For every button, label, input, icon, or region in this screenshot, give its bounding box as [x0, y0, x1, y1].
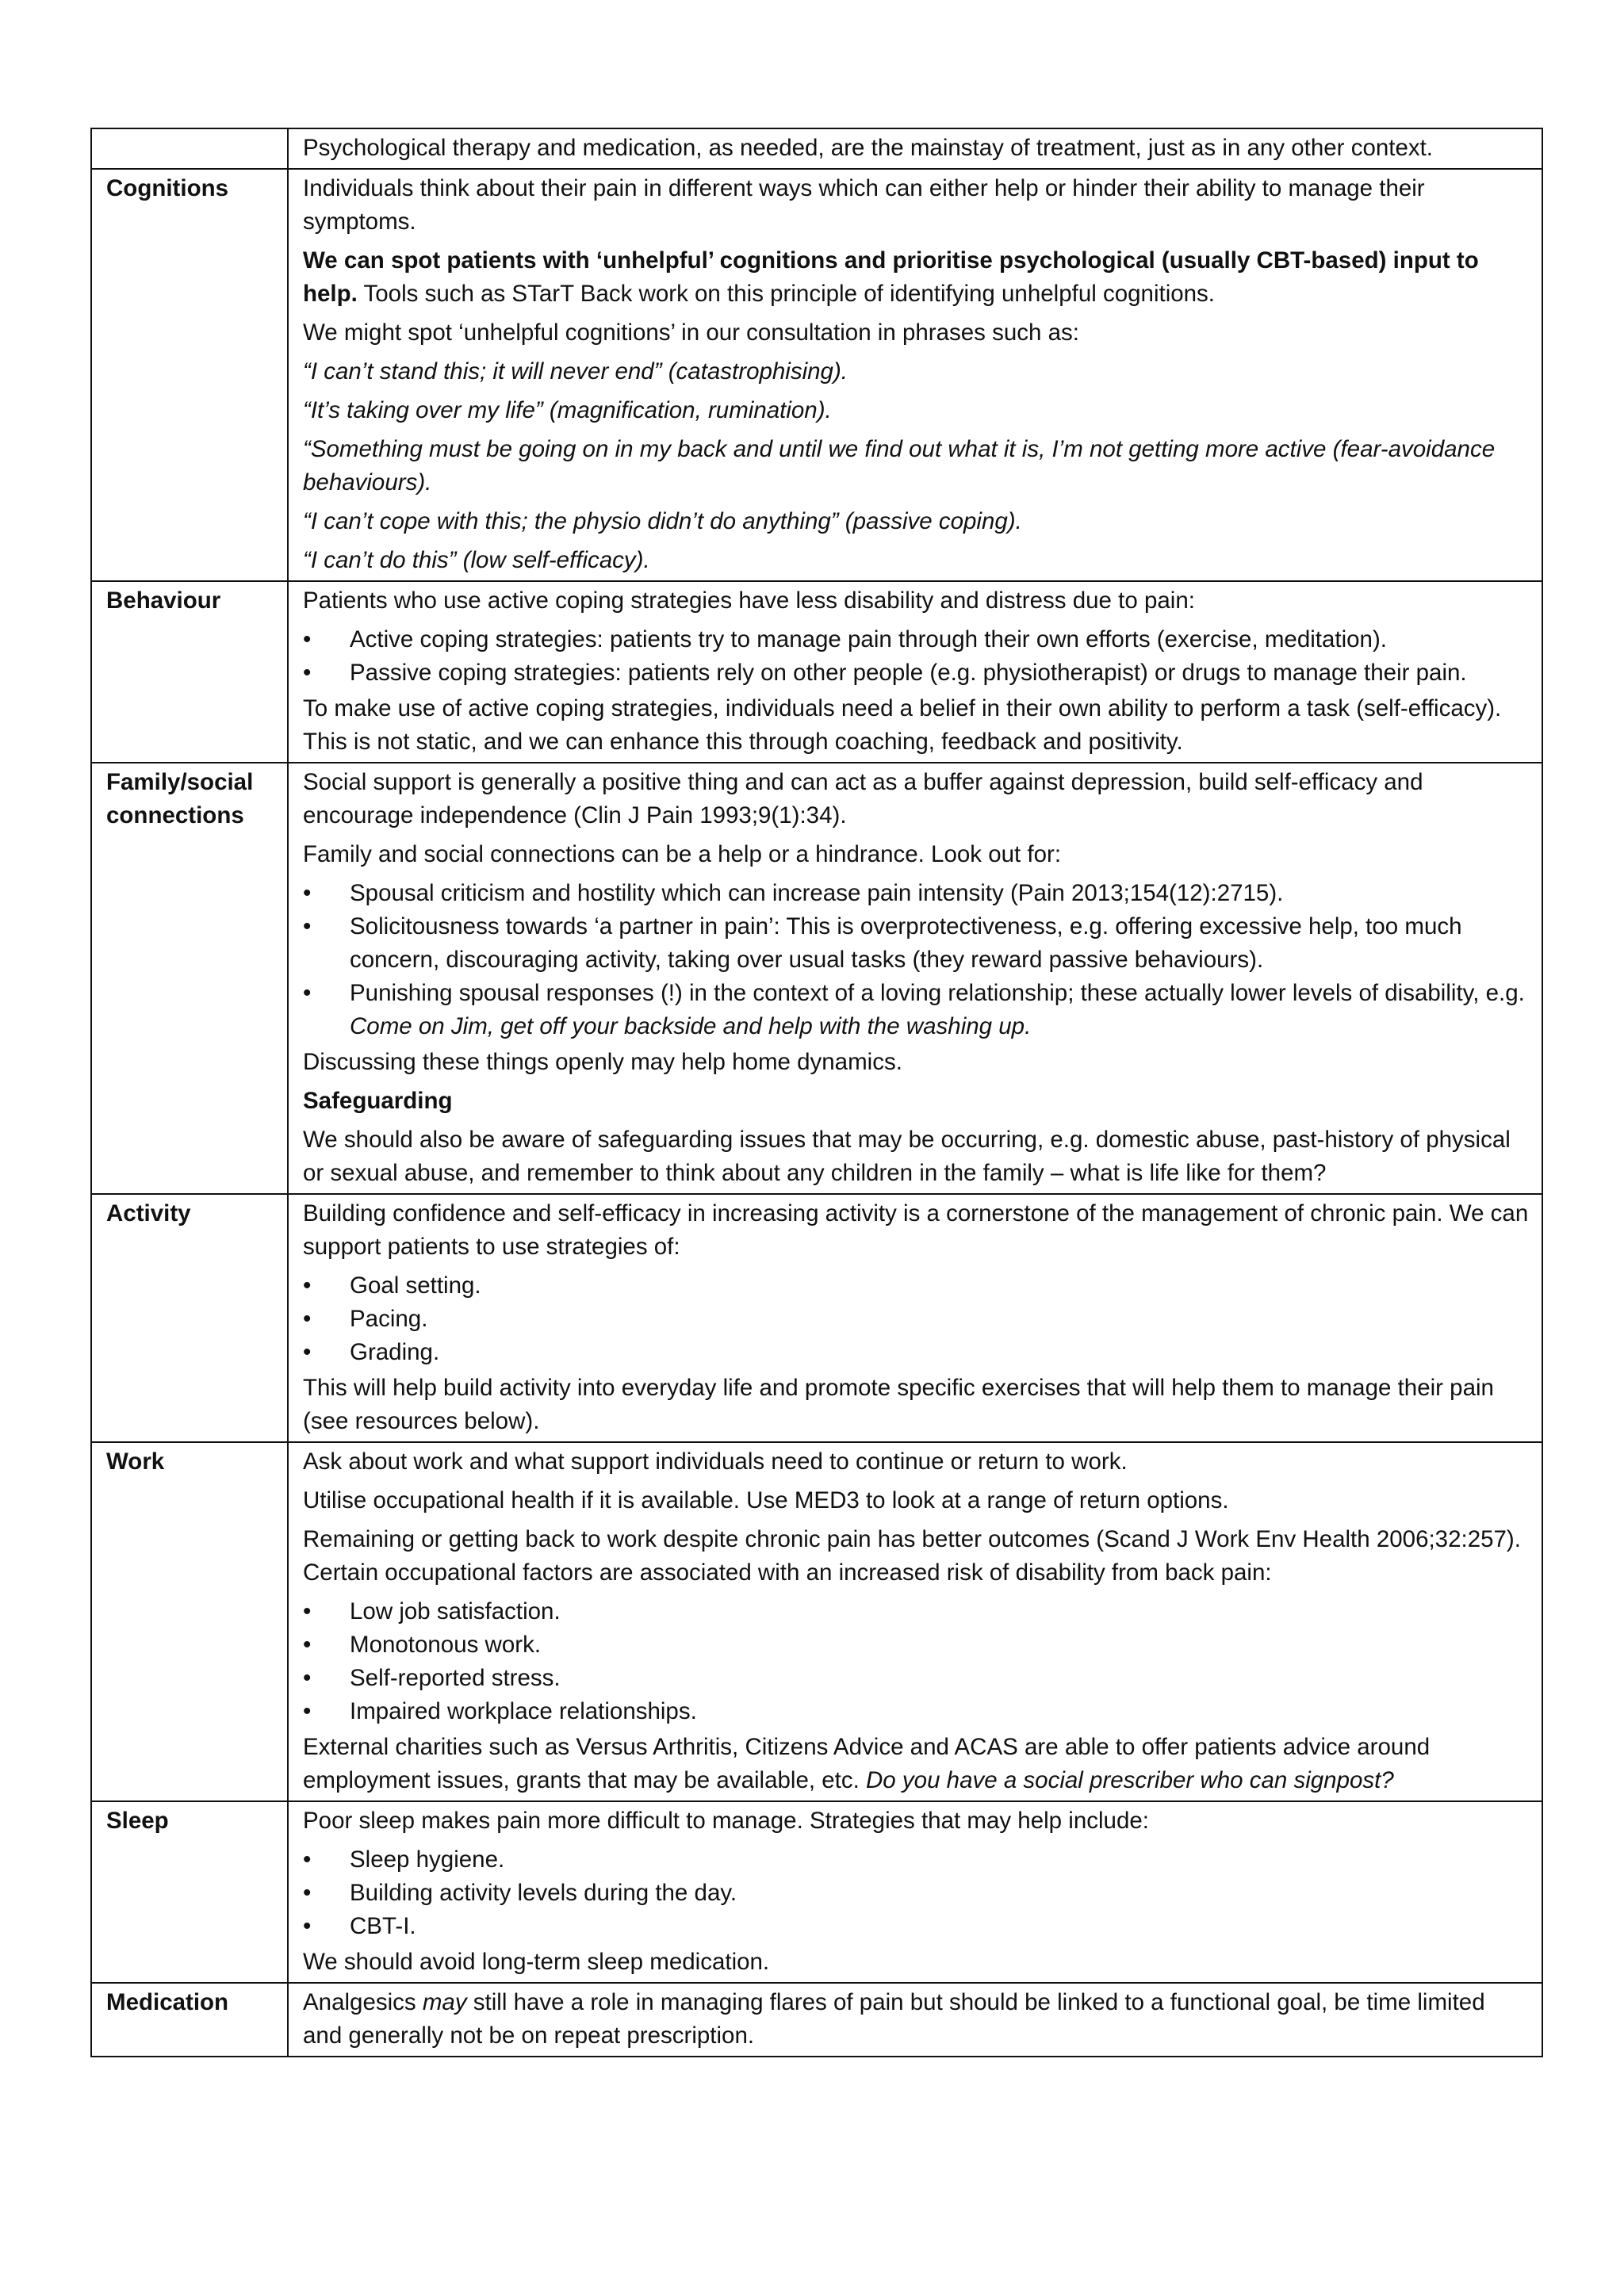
paragraph	[303, 1731, 1529, 1797]
paragraph: Family and social connections can be a help or a hindrance. Look out for:	[303, 841, 1062, 867]
bullet-text: Self-reported stress.	[350, 1665, 561, 1691]
bullet-icon: •	[303, 980, 312, 1006]
bullet-text: Pacing.	[350, 1306, 428, 1332]
row-label: Work	[91, 1442, 288, 1801]
bullet-list	[303, 1269, 1529, 1369]
paragraph: Psychological therapy and medication, as needed, are the mainstay of treatment, just as in any other context.	[303, 135, 1434, 161]
bullet-text: Active coping strategies: patients try to manage pain through their own efforts (exercise, meditation).	[350, 626, 1387, 652]
paragraph	[303, 244, 1529, 311]
text-run: still have a role in managing flares of pain but should be linked to a functional goal, be time limited and generally not be on repeat prescription.	[303, 1989, 1485, 2049]
row-sleep	[91, 1801, 1542, 1983]
text-run: Tools such as STarT Back work on this principle of identifying unhelpful cognitions.	[357, 281, 1216, 307]
row-label: Sleep	[91, 1801, 288, 1983]
bullet-text: Passive coping strategies: patients rely on other people (e.g. physiotherapist) or drugs to manage their pain.	[350, 660, 1467, 686]
paragraph: Utilise occupational health if it is available. Use MED3 to look at a range of return options.	[303, 1487, 1229, 1513]
bullet-text: Spousal criticism and hostility which can increase pain intensity (Pain 2013;154(12):2715).	[350, 880, 1284, 906]
text-run: Punishing spousal responses (!) in the context of a loving relationship; these actually lower levels of disability, e.g.	[350, 980, 1525, 1006]
bullet-icon: •	[303, 1846, 312, 1873]
bullet-item	[303, 1303, 1529, 1336]
paragraph: Social support is generally a positive thing and can act as a buffer against depression, build self-efficacy and encourage independence (Clin J Pain 1993;9(1):34).	[303, 769, 1423, 828]
bullet-icon: •	[303, 880, 312, 906]
row-label: Cognitions	[91, 169, 288, 581]
text-run: Analgesics	[303, 1989, 423, 2015]
bullet-text: Solicitousness towards ‘a partner in pain’: This is overprotectiveness, e.g. offering excessive help, too much concern, discouraging activity, taking over usual tasks (they reward passive behaviours).	[350, 913, 1462, 973]
row-activity	[91, 1194, 1542, 1442]
paragraph: “I can’t stand this; it will never end” (catastrophising).	[303, 358, 848, 385]
paragraph: We should avoid long-term sleep medication.	[303, 1949, 770, 1975]
paragraph: We might spot ‘unhelpful cognitions’ in our consultation in phrases such as:	[303, 320, 1079, 346]
bullet-icon: •	[303, 1880, 312, 1906]
bullet-icon: •	[303, 1339, 312, 1365]
bullet-text	[350, 980, 1525, 1039]
bullet-list	[303, 623, 1529, 690]
bullet-text: Sleep hygiene.	[350, 1846, 505, 1873]
bullet-text: CBT-I.	[350, 1913, 416, 1939]
bullet-item	[303, 1269, 1529, 1303]
paragraph	[303, 1986, 1529, 2053]
bullet-list	[303, 1843, 1529, 1943]
bullet-text: Impaired workplace relationships.	[350, 1698, 697, 1724]
row-label	[91, 128, 288, 169]
row-intro	[91, 128, 1542, 169]
paragraph: “It’s taking over my life” (magnification, rumination).	[303, 397, 832, 423]
bullet-item	[303, 1877, 1529, 1910]
row-content	[288, 1801, 1542, 1983]
paragraph: Discussing these things openly may help home dynamics.	[303, 1049, 902, 1075]
paragraph: Individuals think about their pain in different ways which can either help or hinder their ability to manage their symptoms.	[303, 175, 1425, 235]
row-label: Activity	[91, 1194, 288, 1442]
bullet-list	[303, 1595, 1529, 1728]
bullet-item	[303, 877, 1529, 910]
bullet-icon: •	[303, 1598, 312, 1624]
paragraph: Remaining or getting back to work despite chronic pain has better outcomes (Scand J Work Env Health 2006;32:257). Certain occupational factors are associated with an increased risk of disability from back pain:	[303, 1526, 1521, 1586]
bullet-item	[303, 1336, 1529, 1369]
bullet-item	[303, 977, 1529, 1043]
row-label: Family/social connections	[91, 763, 288, 1194]
paragraph: “Something must be going on in my back and until we find out what it is, I’m not getting more active (fear-avoidance behaviours).	[303, 436, 1496, 496]
row-family-social-connections	[91, 763, 1542, 1194]
paragraph: Patients who use active coping strategies have less disability and distress due to pain:	[303, 587, 1195, 614]
bullet-item	[303, 1910, 1529, 1943]
bullet-icon: •	[303, 1632, 312, 1658]
row-content	[288, 1442, 1542, 1801]
paragraph: We should also be aware of safeguarding issues that may be occurring, e.g. domestic abuse, past-history of physical or sexual abuse, and remember to think about any children in the family – what is life like for them?	[303, 1127, 1511, 1186]
paragraph: Poor sleep makes pain more difficult to manage. Strategies that may help include:	[303, 1808, 1149, 1834]
bullet-item	[303, 1695, 1529, 1728]
bullet-list	[303, 877, 1529, 1043]
paragraph: “I can’t do this” (low self-efficacy).	[303, 547, 650, 573]
bullet-item	[303, 623, 1529, 656]
bullet-text: Monotonous work.	[350, 1632, 542, 1658]
text-run: Come on Jim, get off your backside and help with the washing up.	[350, 1013, 1032, 1039]
subheading: Safeguarding	[303, 1088, 453, 1114]
paragraph: “I can’t cope with this; the physio didn’t do anything” (passive coping).	[303, 508, 1022, 534]
bullet-icon: •	[303, 913, 312, 939]
row-label: Medication	[91, 1983, 288, 2057]
paragraph: Building confidence and self-efficacy in increasing activity is a cornerstone of the management of chronic pain. We can support patients to use strategies of:	[303, 1200, 1529, 1260]
row-content	[288, 581, 1542, 763]
bullet-item	[303, 910, 1529, 977]
bullet-icon: •	[303, 1665, 312, 1691]
bullet-item	[303, 656, 1529, 690]
row-content	[288, 1983, 1542, 2057]
row-medication	[91, 1983, 1542, 2057]
paragraph: Ask about work and what support individuals need to continue or return to work.	[303, 1448, 1128, 1475]
row-content	[288, 1194, 1542, 1442]
text-run: External charities such as Versus Arthritis, Citizens Advice and ACAS are able to offer patients advice around employment issues, grants that may be available, etc.	[303, 1734, 1431, 1793]
bullet-item	[303, 1595, 1529, 1628]
text-run: We can spot patients with ‘unhelpful’ cognitions and prioritise psychological (usually CBT-based) input to help.	[303, 247, 1479, 307]
row-content	[288, 763, 1542, 1194]
bullet-icon: •	[303, 1272, 312, 1299]
bullet-text: Grading.	[350, 1339, 440, 1365]
paragraph: This will help build activity into everyday life and promote specific exercises that will help them to manage their pain (see resources below).	[303, 1375, 1494, 1434]
bullet-text: Building activity levels during the day.	[350, 1880, 737, 1906]
paragraph: To make use of active coping strategies, individuals need a belief in their own ability to perform a task (self-efficacy). This is not static, and we can enhance this through coaching, feedback and positivity.	[303, 695, 1502, 755]
bullet-text: Goal setting.	[350, 1272, 481, 1299]
row-work	[91, 1442, 1542, 1801]
bullet-text: Low job satisfaction.	[350, 1598, 561, 1624]
row-behaviour	[91, 581, 1542, 763]
management-table	[90, 128, 1543, 2057]
text-run: may	[422, 1989, 467, 2015]
bullet-icon: •	[303, 1698, 312, 1724]
bullet-item	[303, 1843, 1529, 1877]
bullet-icon: •	[303, 626, 312, 652]
row-cognitions	[91, 169, 1542, 581]
bullet-icon: •	[303, 1913, 312, 1939]
row-content	[288, 128, 1542, 169]
bullet-item	[303, 1662, 1529, 1695]
bullet-item	[303, 1628, 1529, 1662]
text-run: Do you have a social prescriber who can signpost?	[866, 1767, 1394, 1793]
bullet-icon: •	[303, 1306, 312, 1332]
row-content	[288, 169, 1542, 581]
bullet-icon: •	[303, 660, 312, 686]
row-label: Behaviour	[91, 581, 288, 763]
